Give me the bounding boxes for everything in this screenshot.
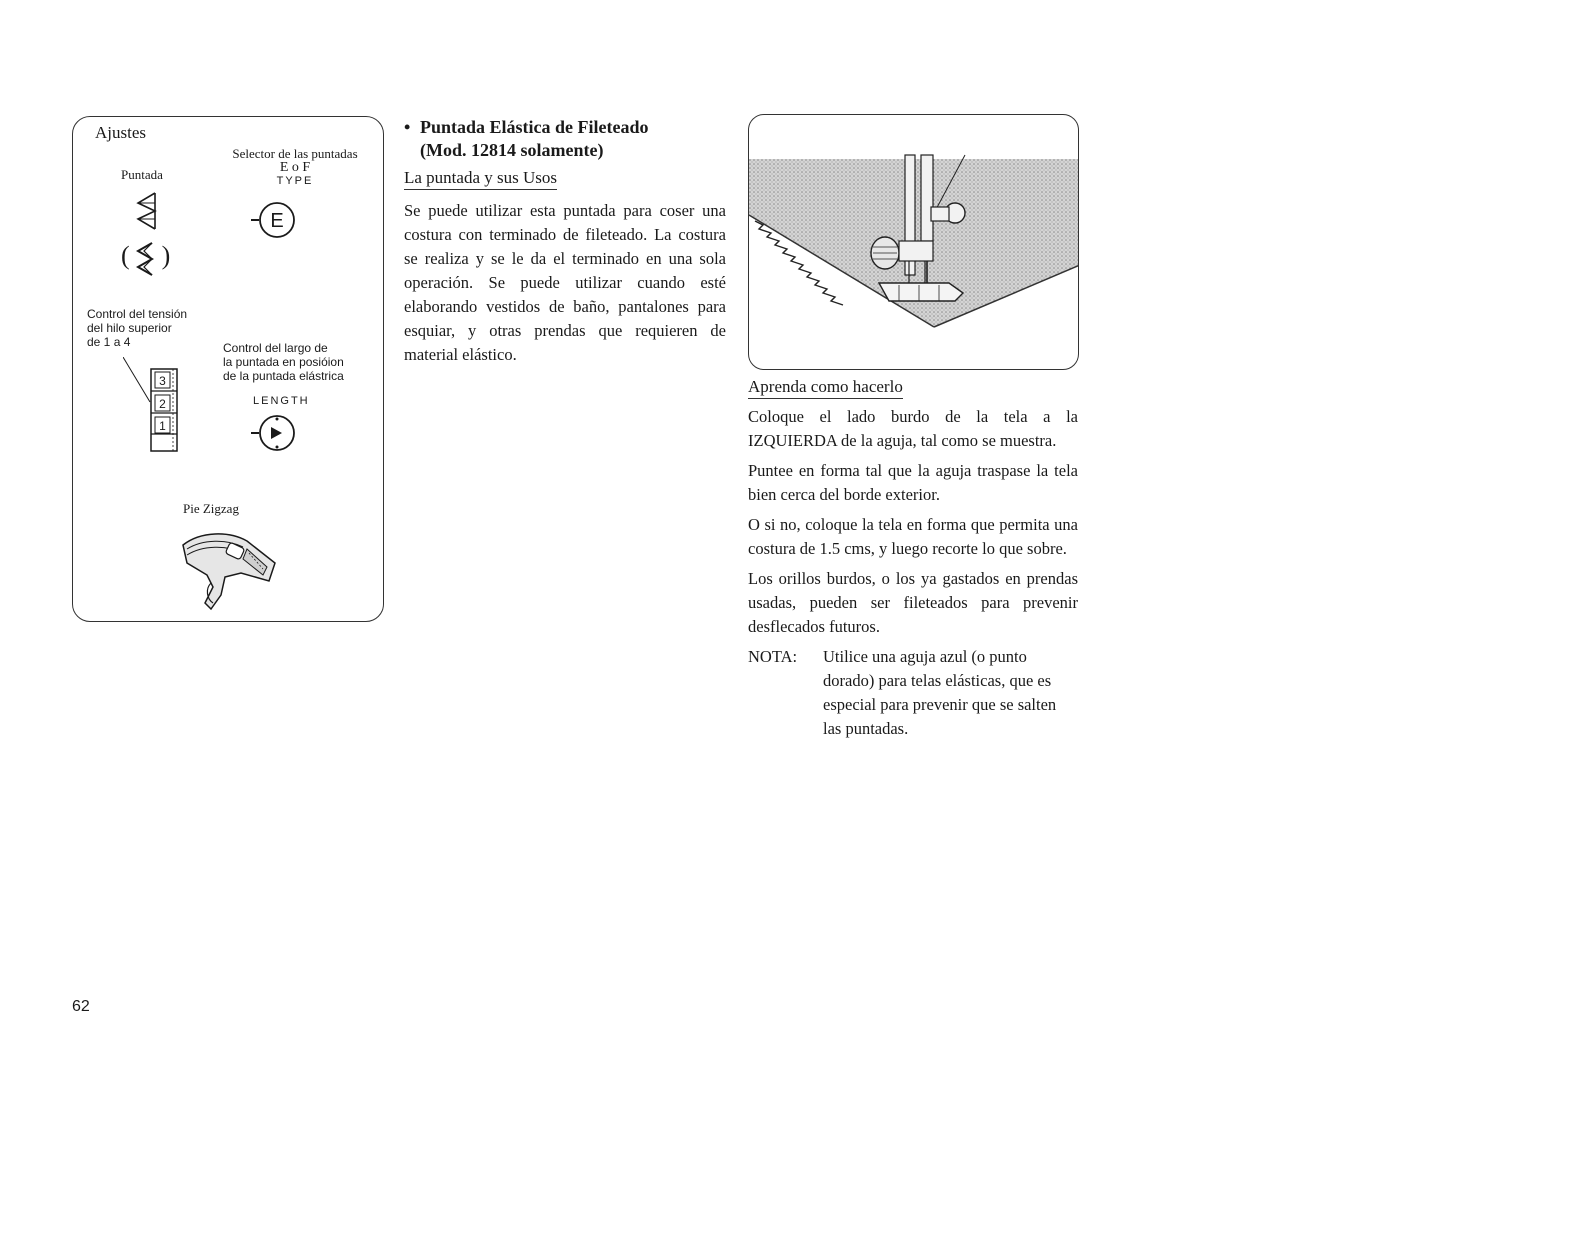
type-dial-icon: [249, 195, 309, 245]
section-title: Puntada Elástica de Fileteado: [420, 117, 649, 137]
selector-label: Selector de las puntadas: [232, 146, 358, 161]
overlock-stitch-icon: [135, 191, 159, 231]
note-text: Utilice una aguja azul (o punto dorado) para telas elásticas, que es especial para prevenir que se salten las puntadas.: [823, 647, 1057, 738]
howto-body: [748, 405, 1078, 741]
heading-bullet: •: [404, 117, 411, 137]
tension-scale-icon: [123, 357, 183, 457]
page-number: 62: [72, 998, 90, 1015]
section-heading: [404, 116, 724, 162]
howto-paragraph: Puntee en forma tal que la aguja traspase la tela bien cerca del borde exterior.: [748, 461, 1078, 504]
uses-body: Se puede utilizar esta puntada para coser una costura con terminado de fileteado. La costura se realiza y se le da el terminado en una sola operación. Se puede utilizar cuando esté elaborando vestidos de baño, pantalones para esquiar, y otras prendas que requieren de material elástico.: [404, 201, 726, 364]
foot-label: Pie Zigzag: [183, 501, 239, 516]
length-label-line: Control del largo de: [223, 341, 328, 355]
zigzag-foot-icon: [177, 523, 287, 613]
selector-value: E o F: [279, 160, 311, 175]
machine-illustration-frame: [748, 114, 1079, 370]
paren-close: ): [161, 241, 171, 270]
howto-paragraph: Coloque el lado burdo de la tela a la IZQUIERDA de la aguja, tal como se muestra.: [748, 407, 1078, 450]
tension-label-line: de 1 a 4: [87, 335, 131, 349]
type-dial-letter: E: [270, 210, 284, 232]
section-subtitle: (Mod. 12814 solamente): [420, 140, 604, 160]
howto-paragraph: O si no, coloque la tela en forma que permita una costura de 1.5 cms, y luego recorte lo que sobre.: [748, 515, 1078, 558]
tension-label-line: del hilo superior: [87, 321, 172, 335]
length-caption: LENGTH: [253, 395, 310, 407]
tension-label-line: Control del tensión: [87, 307, 188, 321]
note-label: NOTA:: [748, 647, 798, 666]
stitch-label: Puntada: [121, 167, 163, 182]
overlock-stitch-alt-icon: [134, 241, 158, 277]
selector-type-label: TYPE: [276, 175, 314, 187]
uses-heading: La puntada y sus Usos: [404, 168, 557, 190]
howto-heading: Aprenda como hacerlo: [748, 377, 903, 399]
tension-scale-value: 2: [159, 397, 166, 411]
overlock-stitch-alt: [121, 241, 170, 277]
paren-open: (: [121, 241, 130, 270]
note: [748, 645, 1078, 741]
howto-paragraph: Los orillos burdos, o los ya gastados en prendas usadas, pueden ser fileteados para prevenir desflecados futuros.: [748, 569, 1078, 636]
sewing-machine-illustration: [749, 115, 1079, 370]
length-label-line: la puntada en posióion: [223, 355, 344, 369]
tension-scale-value: 1: [159, 419, 166, 433]
length-dial-icon: [249, 407, 309, 459]
length-label: [223, 341, 344, 383]
selector-label-group: [215, 147, 375, 188]
settings-title: Ajustes: [95, 123, 146, 142]
tension-scale-value: 3: [159, 374, 166, 388]
length-label-line: de la puntada elástrica: [223, 369, 344, 383]
tension-label: [87, 307, 187, 349]
settings-panel: [72, 116, 384, 622]
